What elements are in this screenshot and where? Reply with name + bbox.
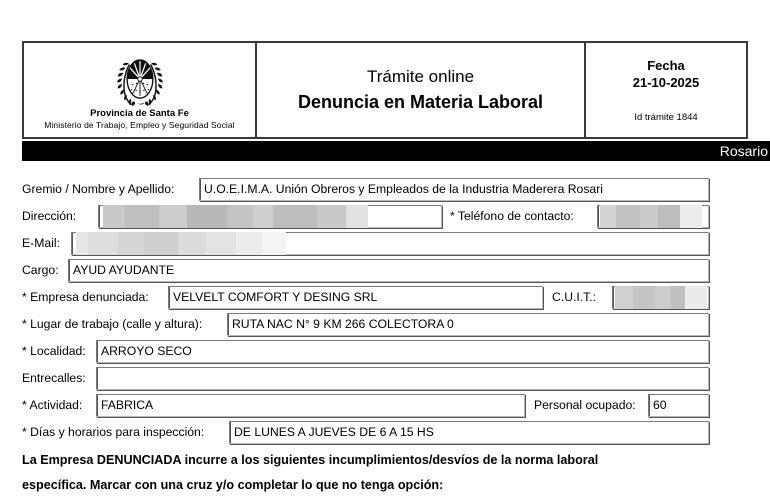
email-label: E-Mail:	[22, 236, 60, 250]
form-row-email	[0, 232, 770, 257]
empresa-input[interactable]: VELVELT COMFORT Y DESING SRL	[168, 286, 543, 309]
notice-paragraph	[22, 448, 722, 498]
empresa-label: * Empresa denunciada:	[22, 290, 149, 304]
location-bar	[22, 141, 770, 161]
localidad-label: * Localidad:	[22, 344, 86, 358]
form-row-localidad	[0, 340, 770, 365]
entrecalles-input[interactable]	[96, 367, 709, 390]
telefono-label: * Teléfono de contacto:	[450, 209, 574, 223]
date-label: Fecha	[647, 58, 685, 73]
direccion-input[interactable]	[98, 205, 442, 228]
personal-ocupado-input[interactable]: 60	[648, 394, 709, 417]
date-value: 21-10-2025	[632, 75, 700, 90]
form-header-table	[22, 41, 748, 139]
header-date-cell	[586, 43, 746, 137]
notice-line-2: específica. Marcar con una cruz y/o completar lo que no tenga opción:	[22, 478, 444, 492]
telefono-input[interactable]	[597, 205, 709, 228]
lugar-trabajo-input[interactable]: RUTA NAC N° 9 KM 266 COLECTORA 0	[227, 313, 709, 336]
form-row-actividad	[0, 394, 770, 419]
header-title-cell	[257, 43, 586, 137]
header-logo-cell	[24, 43, 257, 137]
gremio-input[interactable]: U.O.E.I.M.A. Unión Obreros y Empleados de la Industria Maderera Rosari	[199, 178, 709, 201]
localidad-input[interactable]: ARROYO SECO	[96, 340, 709, 363]
form-row-cargo	[0, 259, 770, 284]
direccion-label: Dirección:	[22, 209, 77, 223]
ministry-name: Ministerio de Trabajo, Empleo y Seguridad Social	[44, 120, 235, 130]
form-row-lugar-trabajo	[0, 313, 770, 338]
form-row-dias-horarios	[0, 421, 770, 446]
actividad-input[interactable]: FABRICA	[96, 394, 525, 417]
entrecalles-label: Entrecalles:	[22, 371, 86, 385]
cargo-label: Cargo:	[22, 263, 59, 277]
page-title: Denuncia en Materia Laboral	[297, 92, 544, 112]
cuit-input[interactable]	[612, 286, 709, 309]
personal-ocupado-label: Personal ocupado:	[534, 398, 636, 412]
location-label: Rosario	[719, 143, 768, 159]
province-name: Provincia de Santa Fe	[90, 108, 189, 119]
lugar-trabajo-label: * Lugar de trabajo (calle y altura):	[22, 317, 203, 331]
actividad-label: * Actividad:	[22, 398, 83, 412]
dias-horarios-label: * Días y horarios para inspección:	[22, 425, 205, 439]
procedure-type-label: Trámite online	[366, 67, 475, 86]
form-row-direccion	[0, 205, 770, 230]
dias-horarios-input[interactable]: DE LUNES A JUEVES DE 6 A 15 HS	[229, 421, 709, 444]
gremio-label: Gremio / Nombre y Apellido:	[22, 182, 175, 196]
form-row-gremio	[0, 178, 770, 203]
notice-line-1: La Empresa DENUNCIADA incurre a los siguientes incumplimientos/desvíos de la norma laboral	[22, 453, 599, 467]
form-row-entrecalles	[0, 367, 770, 392]
email-input[interactable]	[71, 232, 709, 255]
santa-fe-coat-of-arms-icon	[112, 51, 168, 107]
form-row-empresa	[0, 286, 770, 311]
procedure-id: Id trámite 1844	[634, 112, 698, 123]
denuncia-form	[0, 178, 770, 448]
cargo-input[interactable]: AYUD AYUDANTE	[68, 259, 709, 282]
cuit-label: C.U.I.T.:	[552, 290, 597, 304]
